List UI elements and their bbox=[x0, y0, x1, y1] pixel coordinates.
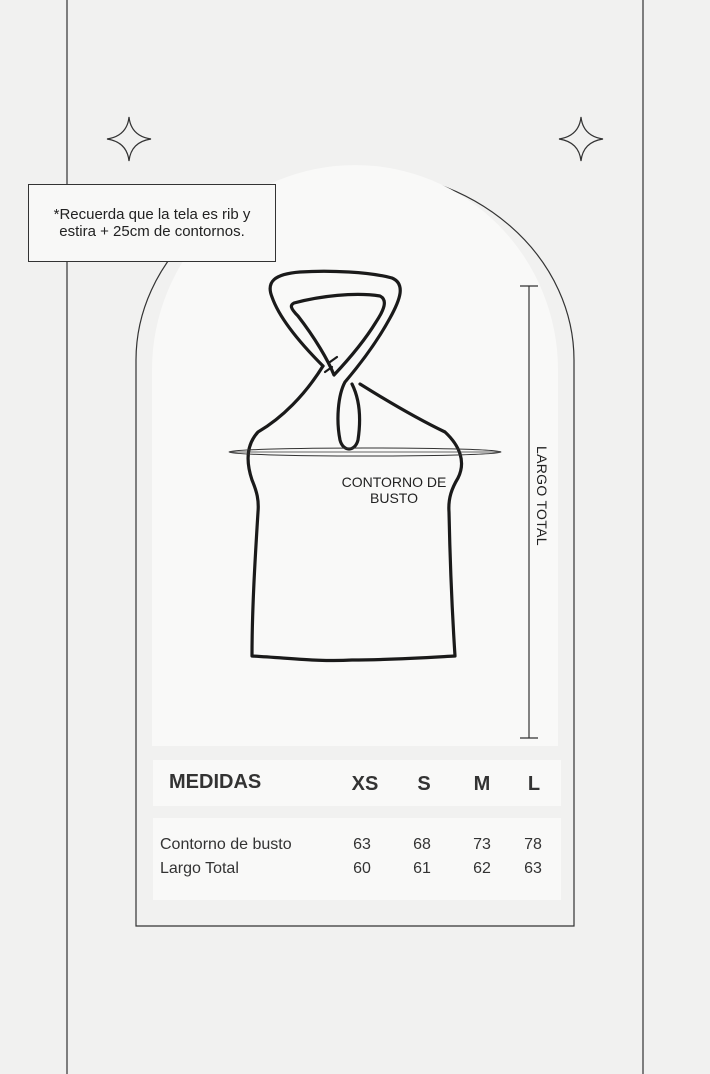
cell-length-l: 63 bbox=[524, 860, 542, 877]
size-xs: XS bbox=[351, 773, 379, 795]
size-s: S bbox=[417, 773, 431, 795]
size-l: L bbox=[527, 773, 541, 795]
sparkle-icon bbox=[559, 117, 603, 161]
size-table-body bbox=[153, 818, 561, 900]
length-label: LARGO TOTAL bbox=[534, 446, 550, 546]
cell-bust-s: 68 bbox=[413, 836, 431, 853]
cell-length-m: 62 bbox=[473, 860, 491, 877]
cell-bust-l: 78 bbox=[524, 836, 542, 853]
cell-length-xs: 60 bbox=[353, 860, 371, 877]
fabric-note-text: *Recuerda que la tela es rib y estira + 25cm de contornos. bbox=[53, 206, 251, 240]
cell-bust-xs: 63 bbox=[353, 836, 371, 853]
table-title: MEDIDAS bbox=[169, 771, 262, 793]
row-label-length: Largo Total bbox=[160, 860, 239, 877]
sparkle-icon bbox=[107, 117, 151, 161]
fabric-note bbox=[28, 184, 276, 262]
cell-bust-m: 73 bbox=[473, 836, 491, 853]
size-m: M bbox=[473, 773, 491, 795]
size-table-header bbox=[153, 760, 561, 806]
cell-length-s: 61 bbox=[413, 860, 431, 877]
row-label-bust: Contorno de busto bbox=[160, 836, 292, 853]
bust-label: CONTORNO DE BUSTO bbox=[341, 474, 447, 506]
